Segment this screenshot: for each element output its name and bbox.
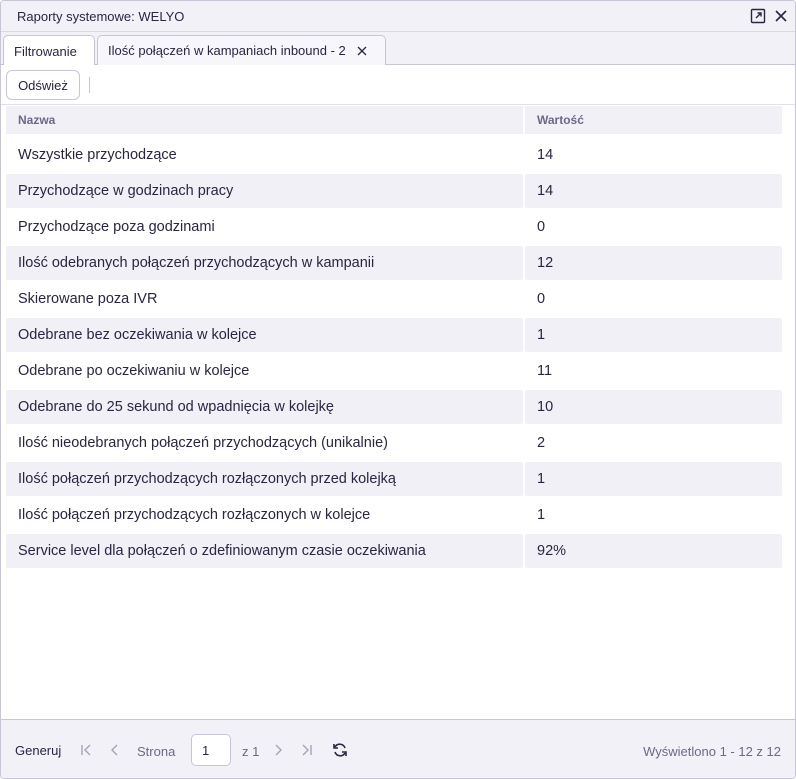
cell-value: 14 [525, 174, 782, 208]
cell-value: 0 [537, 219, 546, 235]
window-titlebar [1, 1, 795, 32]
close-icon[interactable] [356, 45, 368, 57]
cell-value: 12 [525, 246, 782, 280]
pagination-bar [1, 719, 795, 779]
report-table [6, 106, 782, 570]
cell-name: Odebrane do 25 sekund od wpadnięcia w kolejkę [6, 390, 523, 424]
column-header-value[interactable]: Wartość [525, 106, 782, 134]
tab-bar [1, 32, 795, 65]
last-page-icon[interactable] [299, 742, 315, 758]
cell-name: Odebrane bez oczekiwania w kolejce [6, 318, 523, 352]
table-row[interactable] [6, 390, 782, 426]
column-header-name[interactable]: Nazwa [6, 106, 523, 134]
prev-page-icon[interactable] [107, 742, 123, 758]
cell-value: 2 [537, 435, 546, 451]
toolbar-divider [89, 77, 90, 93]
pagination-summary: Wyświetlono 1 - 12 z 12 [643, 744, 781, 759]
next-page-icon[interactable] [270, 742, 286, 758]
reload-icon[interactable] [332, 742, 348, 758]
tab-filtrowanie[interactable] [3, 35, 95, 66]
cell-name: Service level dla połączeń o zdefiniowanym czasie oczekiwania [6, 534, 523, 568]
cell-value: 1 [525, 318, 782, 352]
table-row[interactable] [6, 354, 782, 390]
tab-report[interactable] [97, 35, 386, 65]
cell-value: 92% [525, 534, 782, 568]
table-row[interactable] [6, 210, 782, 246]
tab-label: Ilość połączeń w kampaniach inbound - 2 [108, 43, 346, 58]
page-count-label: z 1 [242, 744, 260, 759]
table-row[interactable] [6, 246, 782, 282]
cell-name: Wszystkie przychodzące [18, 147, 177, 163]
table-row[interactable] [6, 318, 782, 354]
close-icon[interactable] [772, 7, 790, 25]
tab-label: Filtrowanie [14, 43, 77, 59]
cell-value: 11 [537, 363, 553, 379]
toolbar [1, 65, 795, 105]
cell-value: 10 [525, 390, 782, 424]
table-row[interactable] [6, 138, 782, 174]
cell-name: Przychodzące w godzinach pracy [6, 174, 523, 208]
cell-name: Przychodzące poza godzinami [18, 219, 215, 235]
window-title: Raporty systemowe: WELYO [17, 9, 185, 24]
cell-value: 0 [537, 291, 546, 307]
generate-button[interactable]: Generuj [15, 743, 62, 758]
cell-name: Ilość połączeń przychodzących rozłączonych przed kolejką [6, 462, 523, 496]
cell-name: Skierowane poza IVR [18, 291, 158, 307]
cell-value: 1 [537, 507, 546, 523]
refresh-button[interactable]: Odśwież [6, 70, 80, 100]
table-row[interactable] [6, 426, 782, 462]
cell-name: Odebrane po oczekiwaniu w kolejce [18, 363, 250, 379]
cell-value: 1 [525, 462, 782, 496]
popout-icon[interactable] [749, 7, 767, 25]
table-row[interactable] [6, 282, 782, 318]
cell-value: 14 [537, 147, 554, 163]
table-row[interactable] [6, 534, 782, 570]
table-row[interactable] [6, 498, 782, 534]
cell-name: Ilość odebranych połączeń przychodzących w kampanii [6, 246, 523, 280]
first-page-icon[interactable] [78, 742, 94, 758]
table-row[interactable] [6, 174, 782, 210]
page-label: Strona [137, 744, 176, 759]
cell-name: Ilość połączeń przychodzących rozłączonych w kolejce [18, 507, 371, 523]
table-row[interactable] [6, 462, 782, 498]
table-header [6, 106, 782, 134]
cell-name: Ilość nieodebranych połączeń przychodzących (unikalnie) [18, 435, 388, 451]
page-number-input[interactable] [191, 734, 231, 766]
